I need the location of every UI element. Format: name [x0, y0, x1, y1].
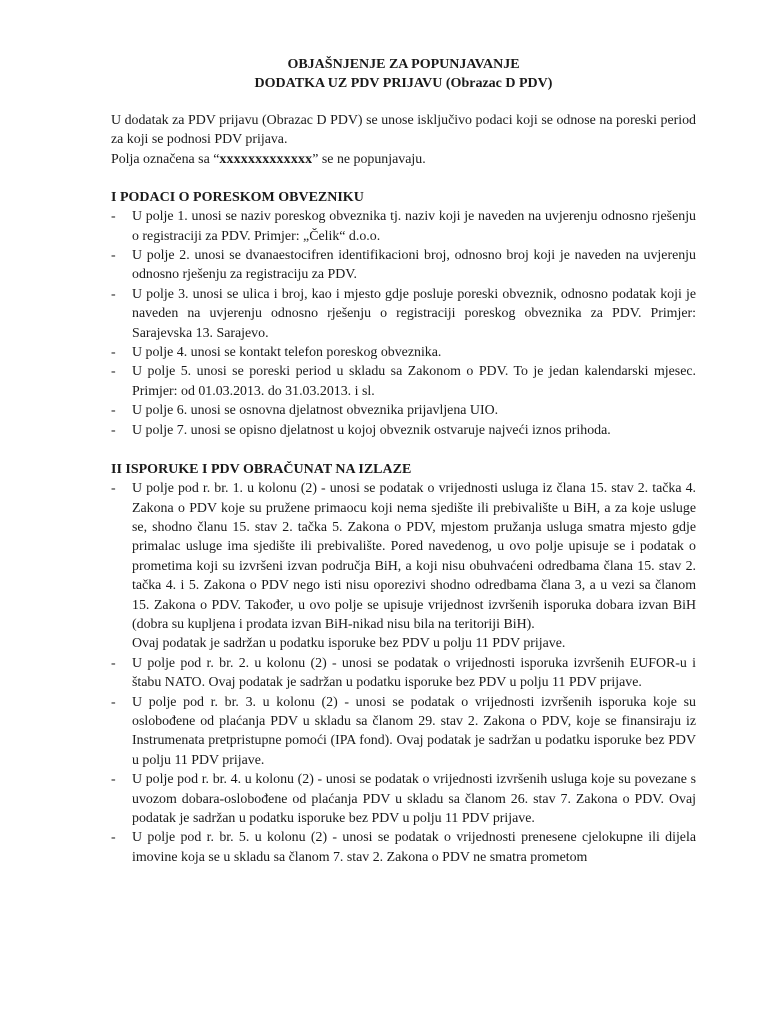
placeholder-mark: xxxxxxxxxxxxx [219, 151, 313, 167]
bullet-dash: - [111, 422, 116, 438]
list-item-text: U polje 3. unosi se ulica i broj, kao i mjesto gdje posluje poreski obveznik, odnosno podatak koji je naveden na uvjerenju odnosno rješenju o registraciji poreskog obveznika za PDV. Primjer: Sarajevska 13. Sarajevo. [132, 286, 696, 341]
list-item [111, 362, 696, 401]
bullet-dash: - [111, 830, 116, 846]
intro-note [111, 150, 696, 169]
list-item [111, 401, 696, 420]
intro [111, 111, 696, 169]
bullet-dash: - [111, 248, 116, 264]
bullet-dash: - [111, 345, 116, 361]
section-heading-1: I PODACI O PORESKOM OBVEZNIKU [111, 190, 364, 206]
list-item-text: U polje pod r. br. 2. u kolonu (2) - unosi se podatak o vrijednosti isporuka izvršenih EUFOR-u i štabu NATO. Ovaj podatak je sadržan u podatku isporuke bez PDV u polju 11 PDV prijave. [132, 655, 696, 691]
list-item-text: U polje pod r. br. 3. u kolonu (2) - unosi se podatak o vrijednosti izvršenih isporuka koje su oslobođene od plaćanja PDV u skladu sa članom 29. stav 2. Zakona o PDV, koje se finansiraju iz Instrumenata pretpristupne pomoći (IPA fond). Ovaj podatak je sadržan u podatku isporuke bez PDV u polju 11 PDV prijave. [132, 694, 696, 768]
list-item-text: U polje 1. unosi se naziv poreskog obveznika tj. naziv koji je naveden na uvjerenju odnosno rješenju o registraciji za PDV. Primjer: „Čelik“ d.o.o. [132, 209, 696, 244]
list-item-text: U polje pod r. br. 1. u kolonu (2) - unosi se podatak o vrijednosti usluga iz člana 15. stav 2. tačka 4. Zakona o PDV koje su pružene primaocu koji nema sjedište ili prebivalište u BiH, a za koje usluge se, shodno članu 15. stav 2. tačka 5. Zakona o PDV, mjestom pružanja usluga smatra mjesto gdje primalac usluge ima sjedište ili prebivalište. Pored navedenog, u ovo polje upisuje se i podatak o prometima koji su izvršeni izvan područja BiH, a koji nisu obuhvaćeni odredbama člana 15. stav 2. tačka 4. i 5. Zakona o PDV nego isti nisu oporezivi shodno odredbama člana 3, a u vezi sa članom 15. Zakona o PDV. Također, u ovo polje se upisuje vrijednost izvršenih isporuka dobara izvan BiH (dobra su kupljena i prodata izvan BiH-nikad nisu bila na teritoriji BiH). [132, 481, 696, 632]
intro-paragraph: U dodatak za PDV prijavu (Obrazac D PDV) se unose isključivo podaci koji se odnose na poreski period za koji se podnosi PDV prijava. [111, 113, 696, 148]
list-item [111, 693, 696, 771]
bullet-dash: - [111, 209, 116, 225]
bullet-dash: - [111, 772, 116, 788]
list-item-note: Ovaj podatak je sadržan u podatku isporuke bez PDV u polju 11 PDV prijave. [132, 636, 566, 652]
title-line-2: DODATKA UZ PDV PRIJAVU (Obrazac D PDV) [254, 76, 553, 91]
list-item-text: U polje 4. unosi se kontakt telefon poreskog obveznika. [132, 345, 442, 361]
list-item [111, 654, 696, 693]
bullet-dash: - [111, 655, 116, 671]
section-2-list [111, 479, 696, 867]
list-item-text: U polje pod r. br. 5. u kolonu (2) - unosi se podatak o vrijednosti prenesene cjelokupne ili dijela imovine koja se u skladu sa članom 7. stav 2. Zakona o PDV ne smatra prometom [132, 830, 696, 865]
intro-note-before: Polja označena sa “ [111, 151, 220, 167]
list-item-text: U polje 7. unosi se opisno djelatnost u kojoj obveznik ostvaruje najveći iznos prihoda. [132, 422, 611, 438]
bullet-dash: - [111, 403, 116, 419]
bullet-dash: - [111, 481, 116, 497]
section-heading-2: II ISPORUKE I PDV OBRAČUNAT NA IZLAZE [111, 462, 412, 478]
list-item [111, 770, 696, 828]
list-item [111, 207, 696, 246]
title-line-1: OBJAŠNJENJE ZA POPUNJAVANJE [287, 57, 520, 72]
list-item [111, 421, 696, 440]
bullet-dash: - [111, 364, 116, 380]
section-1-list [111, 207, 696, 440]
intro-note-after: ” se ne popunjavaju. [312, 151, 426, 167]
list-item [111, 343, 696, 362]
list-item [111, 285, 696, 343]
list-item-text: U polje pod r. br. 4. u kolonu (2) - unosi se podatak o vrijednosti izvršenih usluga koje su povezane s uvozom dobara-oslobođene od plaćanja PDV u skladu sa članom 26. stav 7. Zakona o PDV. Ovaj podatak je sadržan u podatku isporuke bez PDV u polju 11 PDV prijave. [132, 772, 696, 826]
list-item [111, 479, 696, 654]
list-item [111, 828, 696, 867]
document-title [111, 55, 696, 93]
bullet-dash: - [111, 286, 116, 302]
list-item [111, 246, 696, 285]
bullet-dash: - [111, 694, 116, 710]
list-item-text: U polje 6. unosi se osnovna djelatnost obveznika prijavljena UIO. [132, 403, 499, 419]
list-item-text: U polje 5. unosi se poreski period u skladu sa Zakonom o PDV. To je jedan kalendarski mjesec. Primjer: od 01.03.2013. do 31.03.2013. i sl. [132, 364, 696, 399]
list-item-text: U polje 2. unosi se dvanaestocifren identifikacioni broj, odnosno broj koji je naveden na uvjerenju odnosno rješenju za registraciju za PDV. [132, 248, 696, 283]
